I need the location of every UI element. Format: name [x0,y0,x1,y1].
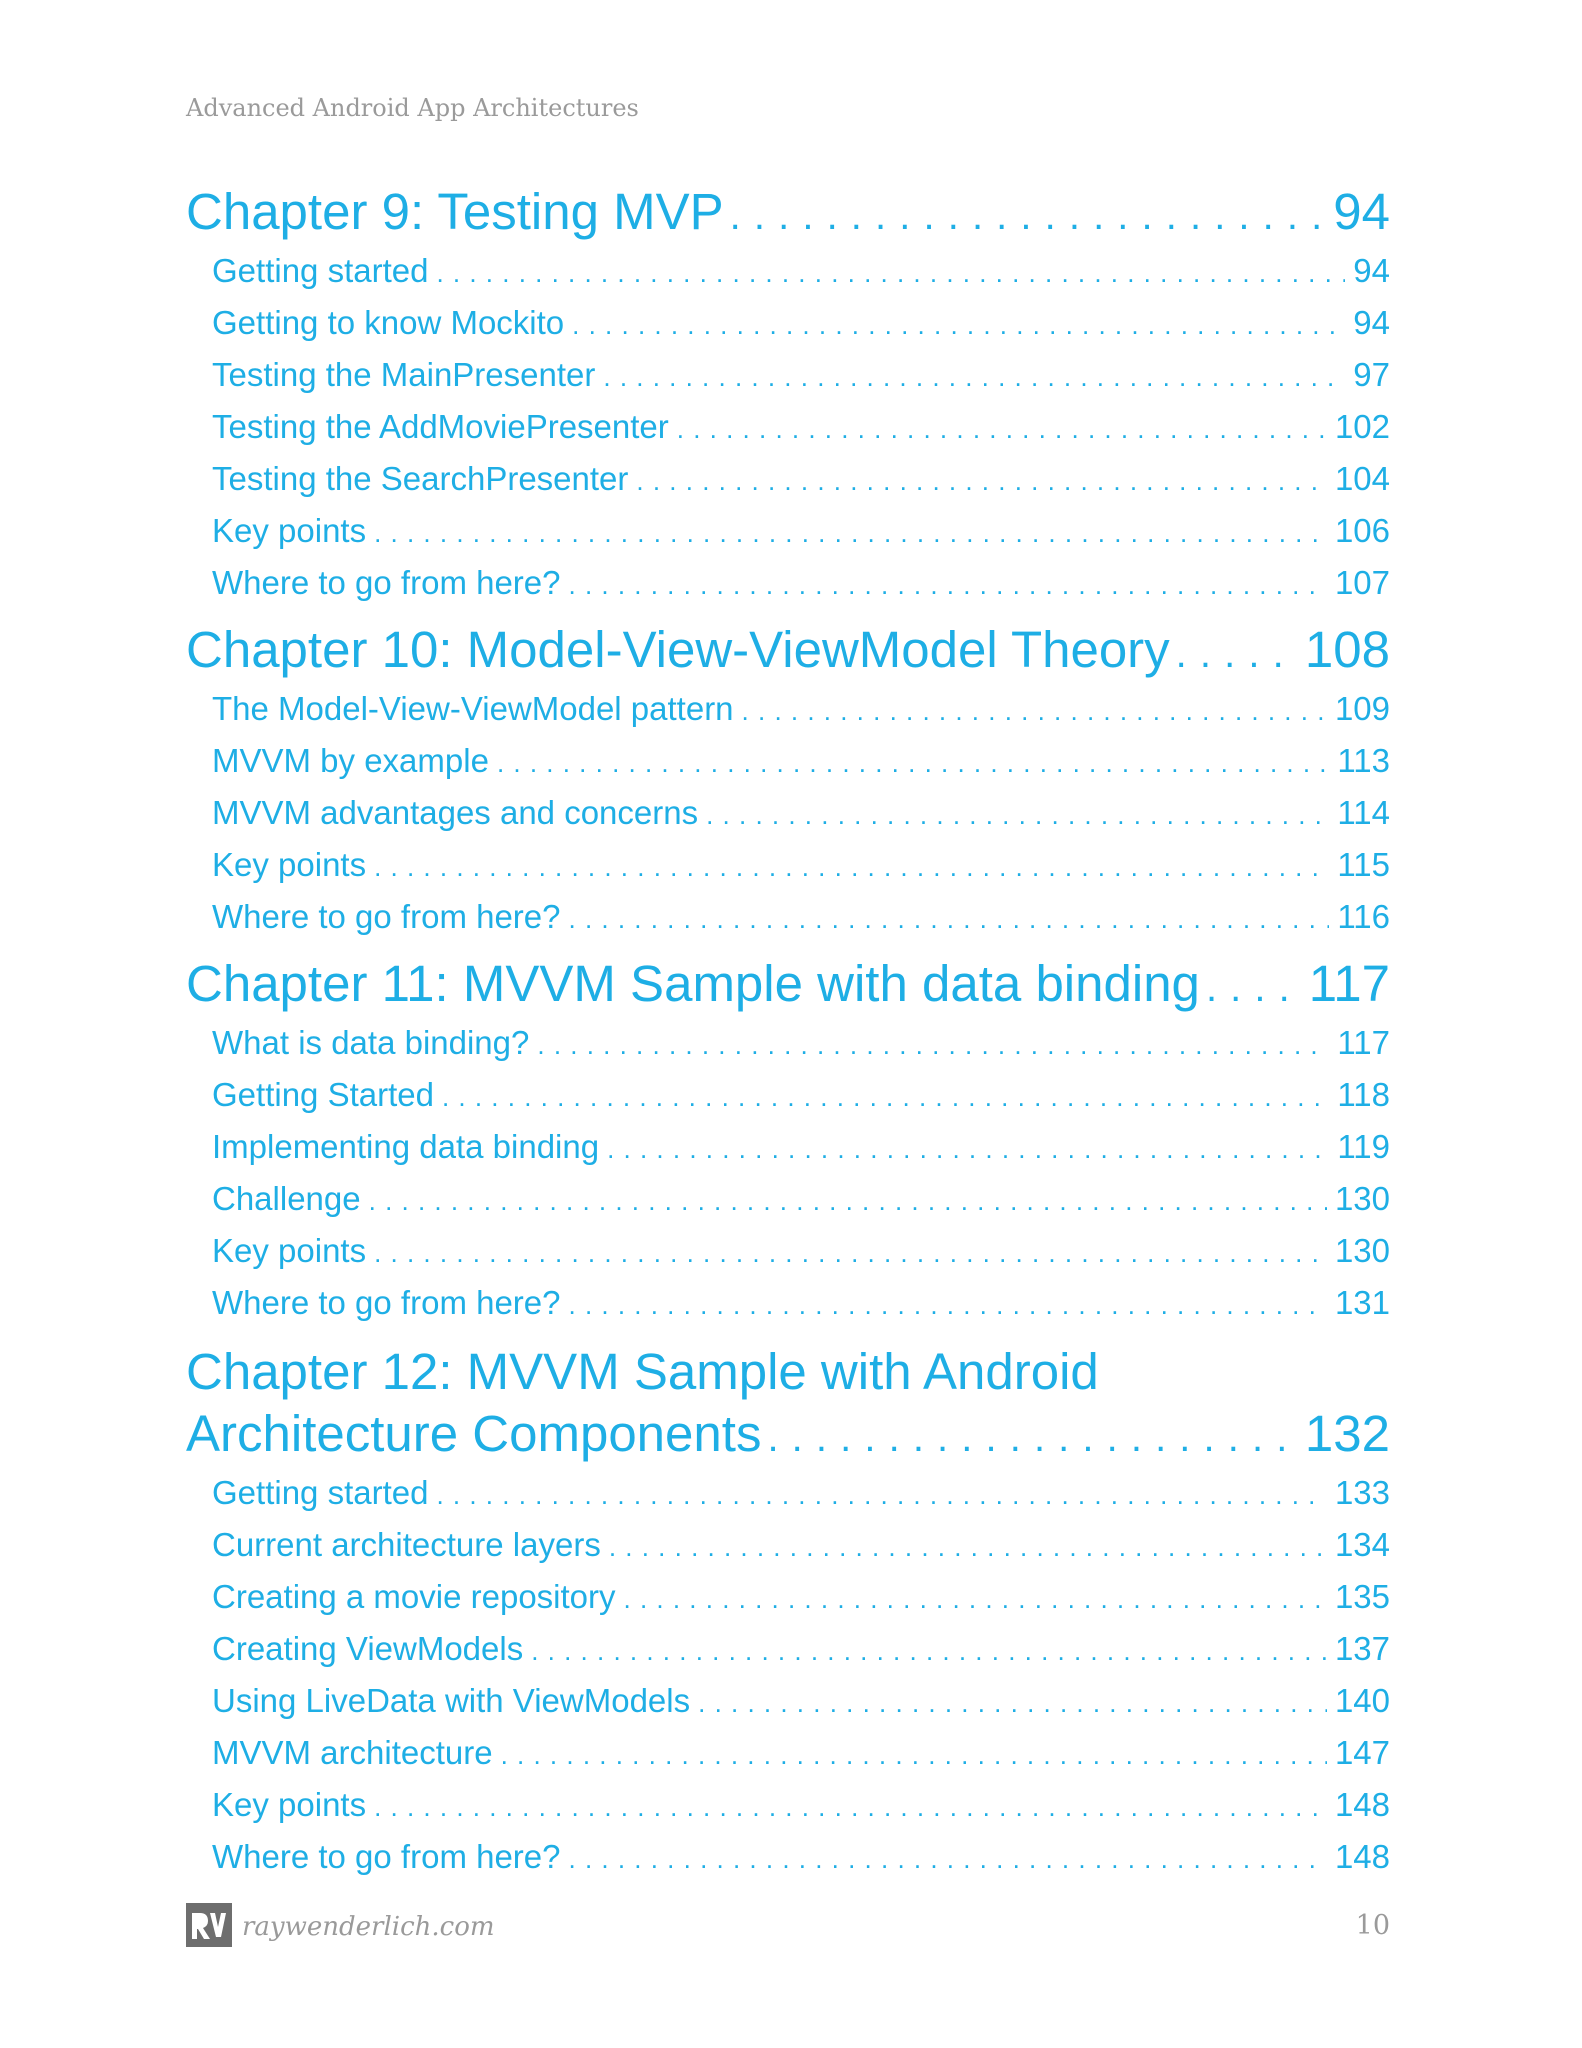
dot-leader [501,1731,1327,1780]
entry-title: Key points [212,1232,367,1269]
entry-page-number: 148 [1334,1786,1390,1823]
chapter-title: Chapter 9: Testing MVP [186,183,724,240]
chapter-9 [186,182,1390,610]
entry-page-number: 107 [1334,564,1390,601]
chapter-12 [186,1340,1390,1884]
dot-leader [569,1835,1327,1884]
entry-page-number: 140 [1334,1682,1390,1719]
entry-title: Current architecture layers [212,1526,601,1563]
running-header: Advanced Android App Architectures [186,94,639,122]
chapter-page-number: 132 [1304,1405,1390,1462]
toc-entry[interactable] [186,1780,1390,1832]
dot-leader [374,1783,1327,1832]
dot-leader [436,249,1345,298]
toc-entry[interactable] [186,454,1390,506]
toc-entry[interactable] [186,246,1390,298]
entry-page-number: 97 [1353,356,1390,393]
entry-page-number: 118 [1337,1076,1390,1113]
dot-leader [572,301,1345,350]
dot-leader [1206,958,1303,1018]
dot-leader [636,457,1327,506]
toc-entry[interactable] [186,1278,1390,1330]
chapter-heading[interactable] [186,1404,1390,1468]
entry-title: Creating a movie repository [212,1578,616,1615]
entry-page-number: 119 [1337,1128,1390,1165]
dot-leader [374,1229,1327,1278]
toc-entry[interactable] [186,1468,1390,1520]
entry-page-number: 130 [1334,1232,1390,1269]
entry-page-number: 133 [1334,1474,1390,1511]
dot-leader [369,1177,1327,1226]
dot-leader [569,561,1327,610]
entry-title: Testing the AddMoviePresenter [212,408,669,445]
toc-entry[interactable] [186,736,1390,788]
entry-page-number: 135 [1334,1578,1390,1615]
toc-entry[interactable] [186,1728,1390,1780]
dot-leader [698,1679,1327,1728]
toc-entry[interactable] [186,558,1390,610]
dot-leader [374,843,1329,892]
dot-leader [603,353,1345,402]
entry-title: Key points [212,512,367,549]
toc-entry[interactable] [186,1070,1390,1122]
dot-leader [677,405,1327,454]
dot-leader [1176,624,1299,684]
dot-leader [742,687,1327,736]
entry-title: Challenge [212,1180,361,1217]
chapter-title-line-1[interactable]: Chapter 12: MVVM Sample with Android [186,1343,1099,1400]
entry-title: Getting started [212,252,429,289]
entry-title: Testing the SearchPresenter [212,460,629,497]
entry-page-number: 148 [1334,1838,1390,1875]
entry-title: Creating ViewModels [212,1630,524,1667]
entry-title: Where to go from here? [212,1284,561,1321]
footer-site-name[interactable]: raywenderlich.com [242,1912,495,1942]
toc-entry[interactable] [186,1226,1390,1278]
dot-leader [442,1073,1329,1122]
entry-title: Implementing data binding [212,1128,600,1165]
toc-entry[interactable] [186,1572,1390,1624]
entry-title: Where to go from here? [212,1838,561,1875]
toc-entry[interactable] [186,402,1390,454]
entry-title: Using LiveData with ViewModels [212,1682,691,1719]
entry-title: Getting started [212,1474,429,1511]
chapter-heading[interactable] [186,182,1390,246]
entry-title: Getting Started [212,1076,434,1113]
entry-title: Getting to know Mockito [212,304,565,341]
entry-page-number: 137 [1334,1630,1390,1667]
entry-title: MVVM by example [212,742,489,779]
dot-leader [609,1523,1327,1572]
dot-leader [730,186,1328,246]
dot-leader [706,791,1329,840]
entry-page-number: 130 [1334,1180,1390,1217]
chapter-page-number: 117 [1308,955,1390,1012]
chapter-title: Chapter 10: Model-View-ViewModel Theory [186,621,1170,678]
toc-entry[interactable] [186,1676,1390,1728]
chapter-page-number: 108 [1304,621,1390,678]
entry-page-number: 147 [1334,1734,1390,1771]
entry-page-number: 113 [1337,742,1390,779]
chapter-11 [186,954,1390,1330]
entry-page-number: 106 [1334,512,1390,549]
dot-leader [569,895,1330,944]
entry-page-number: 116 [1337,898,1390,935]
toc-entry[interactable] [186,1018,1390,1070]
entry-title: MVVM advantages and concerns [212,794,699,831]
toc-entry[interactable] [186,1624,1390,1676]
dot-leader [767,1408,1298,1468]
entry-page-number: 114 [1337,794,1390,831]
entry-title: Where to go from here? [212,898,561,935]
entry-title: MVVM architecture [212,1734,493,1771]
chapter-title-line-2: Architecture Components [186,1405,762,1462]
chapter-title: Chapter 11: MVVM Sample with data binding [186,955,1200,1012]
entry-page-number: 104 [1334,460,1390,497]
entry-title: Testing the MainPresenter [212,356,596,393]
entry-page-number: 94 [1353,252,1390,289]
entry-page-number: 102 [1334,408,1390,445]
dot-leader [374,509,1327,558]
toc-entry[interactable] [186,788,1390,840]
footer-page-number: 10 [1355,1910,1390,1941]
entry-title: Key points [212,846,367,883]
toc-entry[interactable] [186,1174,1390,1226]
entry-page-number: 131 [1334,1284,1390,1321]
chapter-page-number: 94 [1333,183,1390,240]
dot-leader [607,1125,1329,1174]
dot-leader [436,1471,1326,1520]
dot-leader [624,1575,1327,1624]
toc-entry[interactable] [186,350,1390,402]
toc-entry[interactable] [186,506,1390,558]
toc-entry[interactable] [186,684,1390,736]
raywenderlich-logo-icon [186,1903,232,1947]
dot-leader [531,1627,1327,1676]
entry-page-number: 134 [1334,1526,1390,1563]
toc-entry[interactable] [186,892,1390,944]
entry-title: Key points [212,1786,367,1823]
toc-entry[interactable] [186,1832,1390,1884]
toc-entry[interactable] [186,298,1390,350]
table-of-contents [186,182,1390,1884]
chapter-heading[interactable] [186,954,1390,1018]
entry-title: What is data binding? [212,1024,530,1061]
dot-leader [537,1021,1329,1070]
toc-entry[interactable] [186,1122,1390,1174]
chapter-heading[interactable] [186,620,1390,684]
chapter-10 [186,620,1390,944]
entry-page-number: 94 [1353,304,1390,341]
toc-entry[interactable] [186,1520,1390,1572]
entry-page-number: 117 [1337,1024,1390,1061]
entry-page-number: 115 [1337,846,1390,883]
dot-leader [569,1281,1327,1330]
dot-leader [497,739,1329,788]
entry-title: The Model-View-ViewModel pattern [212,690,734,727]
toc-entry[interactable] [186,840,1390,892]
entry-page-number: 109 [1334,690,1390,727]
entry-title: Where to go from here? [212,564,561,601]
